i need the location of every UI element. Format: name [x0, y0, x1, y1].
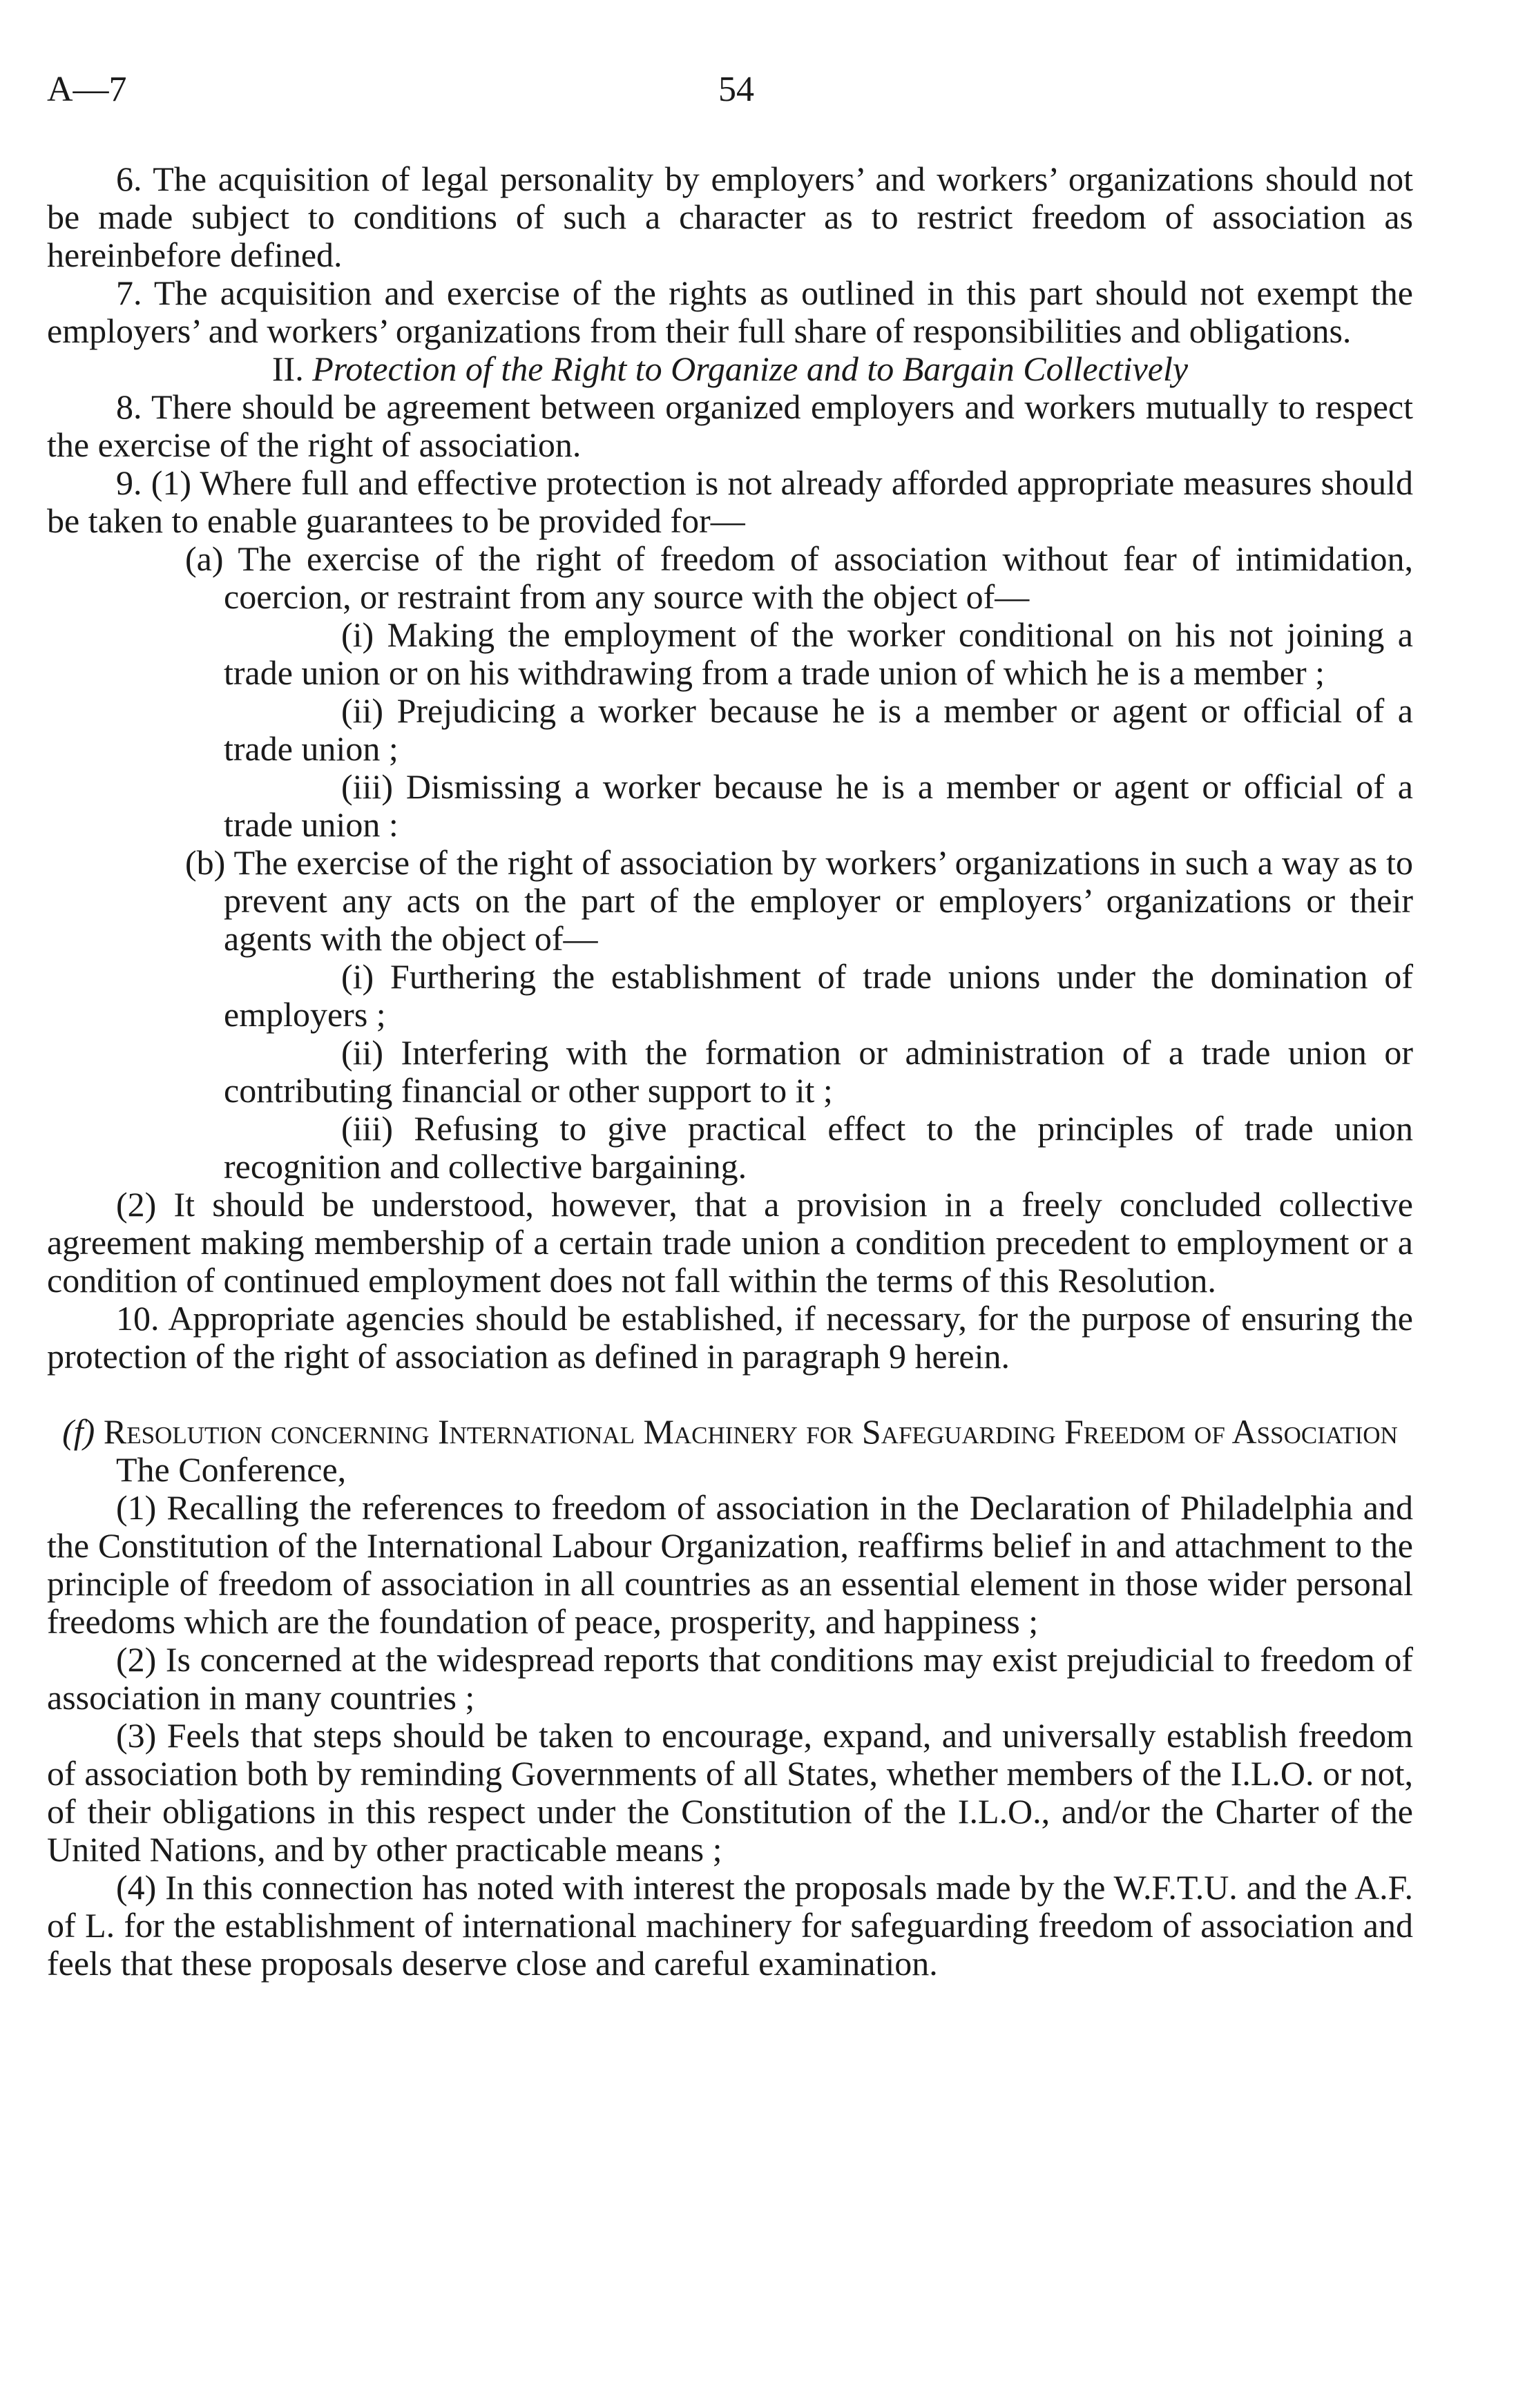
clause-b-label: (b): [185, 843, 226, 882]
paragraph-7: 7. The acquisition and exercise of the rights as outlined in this part should not exempt the employers’ and workers’ organizations from their full share of responsibilities and obligations.: [47, 273, 1413, 350]
section-spacer: [47, 1376, 1413, 1413]
resolution-title: [47, 1413, 1413, 1451]
resolution-point-2: (2) Is concerned at the widespread reports that conditions may exist prejudicial to freedom of association in many countries ;: [47, 1640, 1413, 1717]
clause-b-i: (i) Furthering the establishment of trade unions under the domination of employers ;: [224, 957, 1413, 1034]
clause-b-iii: (iii) Refusing to give practical effect to the principles of trade union recognition and collective bargaining.: [224, 1109, 1413, 1186]
page-number: 54: [718, 70, 754, 109]
paragraph-9-2: (2) It should be understood, however, that a provision in a freely concluded collective agreement making membership of a certain trade union a condition precedent to employment or a condition of continued employment does not fall within the terms of this Resolution.: [47, 1185, 1413, 1300]
resolution-title-text: Resolution concerning International Machinery for Safeguarding Freedom of Association: [103, 1412, 1398, 1451]
paragraph-10: 10. Appropriate agencies should be established, if necessary, for the purpose of ensuring the protection of the right of association as defined in paragraph 9 herein.: [47, 1299, 1413, 1376]
clause-a: [47, 540, 1413, 616]
clause-a-text: The exercise of the right of freedom of association without fear of intimidation, coercion, or restraint from any source with the object of—: [224, 539, 1413, 616]
section-heading-number: II.: [271, 349, 304, 388]
section-heading-ii: [47, 350, 1413, 388]
clause-a-iii: (iii) Dismissing a worker because he is a member or agent or official of a trade union :: [224, 767, 1413, 844]
resolution-point-1: (1) Recalling the references to freedom of association in the Declaration of Philadelphia and the Constitution of the International Labour Organization, reaffirms belief in and attachment to the principle of freedom of association in all countries as an essential element in those wider personal freedoms which are the foundation of peace, prosperity, and happiness ;: [47, 1488, 1413, 1641]
paragraph-9-1: 9. (1) Where full and effective protection is not already afforded appropriate measures should be taken to enable guarantees to be provided for—: [47, 463, 1413, 540]
section-heading-text: Protection of the Right to Organize and to Bargain Collectively: [312, 349, 1189, 388]
paragraph-6: 6. The acquisition of legal personality by employers’ and workers’ organizations should not be made subject to conditions of such a character as to restrict freedom of association as hereinbefore defined.: [47, 160, 1413, 274]
resolution-point-4: (4) In this connection has noted with interest the proposals made by the W.F.T.U. and the A.F. of L. for the establishment of international machinery for safeguarding freedom of association and feels that these proposals deserve close and careful examination.: [47, 1868, 1413, 1983]
clause-a-ii: (ii) Prejudicing a worker because he is a member or agent or official of a trade union ;: [224, 691, 1413, 768]
resolution-label: (f): [62, 1412, 95, 1451]
clause-b: [47, 844, 1413, 958]
clause-b-ii: (ii) Interfering with the formation or administration of a trade union or contributing financial or other support to it ;: [224, 1033, 1413, 1110]
document-body: [47, 160, 1413, 1983]
resolution-point-3: (3) Feels that steps should be taken to encourage, expand, and universally establish freedom of association both by reminding Governments of all States, whether members of the I.L.O. or not, of their obligations in this respect under the Constitution of the I.L.O., and/or the Charter of the United Nations, and by other practicable means ;: [47, 1716, 1413, 1869]
conference-line: The Conference,: [116, 1450, 347, 1489]
clause-b-text: The exercise of the right of association by workers’ organizations in such a way as to prevent any acts on the part of the employer or employers’ organizations or their agents with the object of—: [224, 843, 1413, 958]
document-reference: A—7: [47, 70, 127, 109]
clause-a-label: (a): [185, 539, 224, 578]
paragraph-8: 8. There should be agreement between organized employers and workers mutually to respect the exercise of the right of association.: [47, 387, 1413, 464]
clause-a-i: (i) Making the employment of the worker conditional on his not joining a trade union or on his withdrawing from a trade union of which he is a member ;: [224, 615, 1413, 692]
